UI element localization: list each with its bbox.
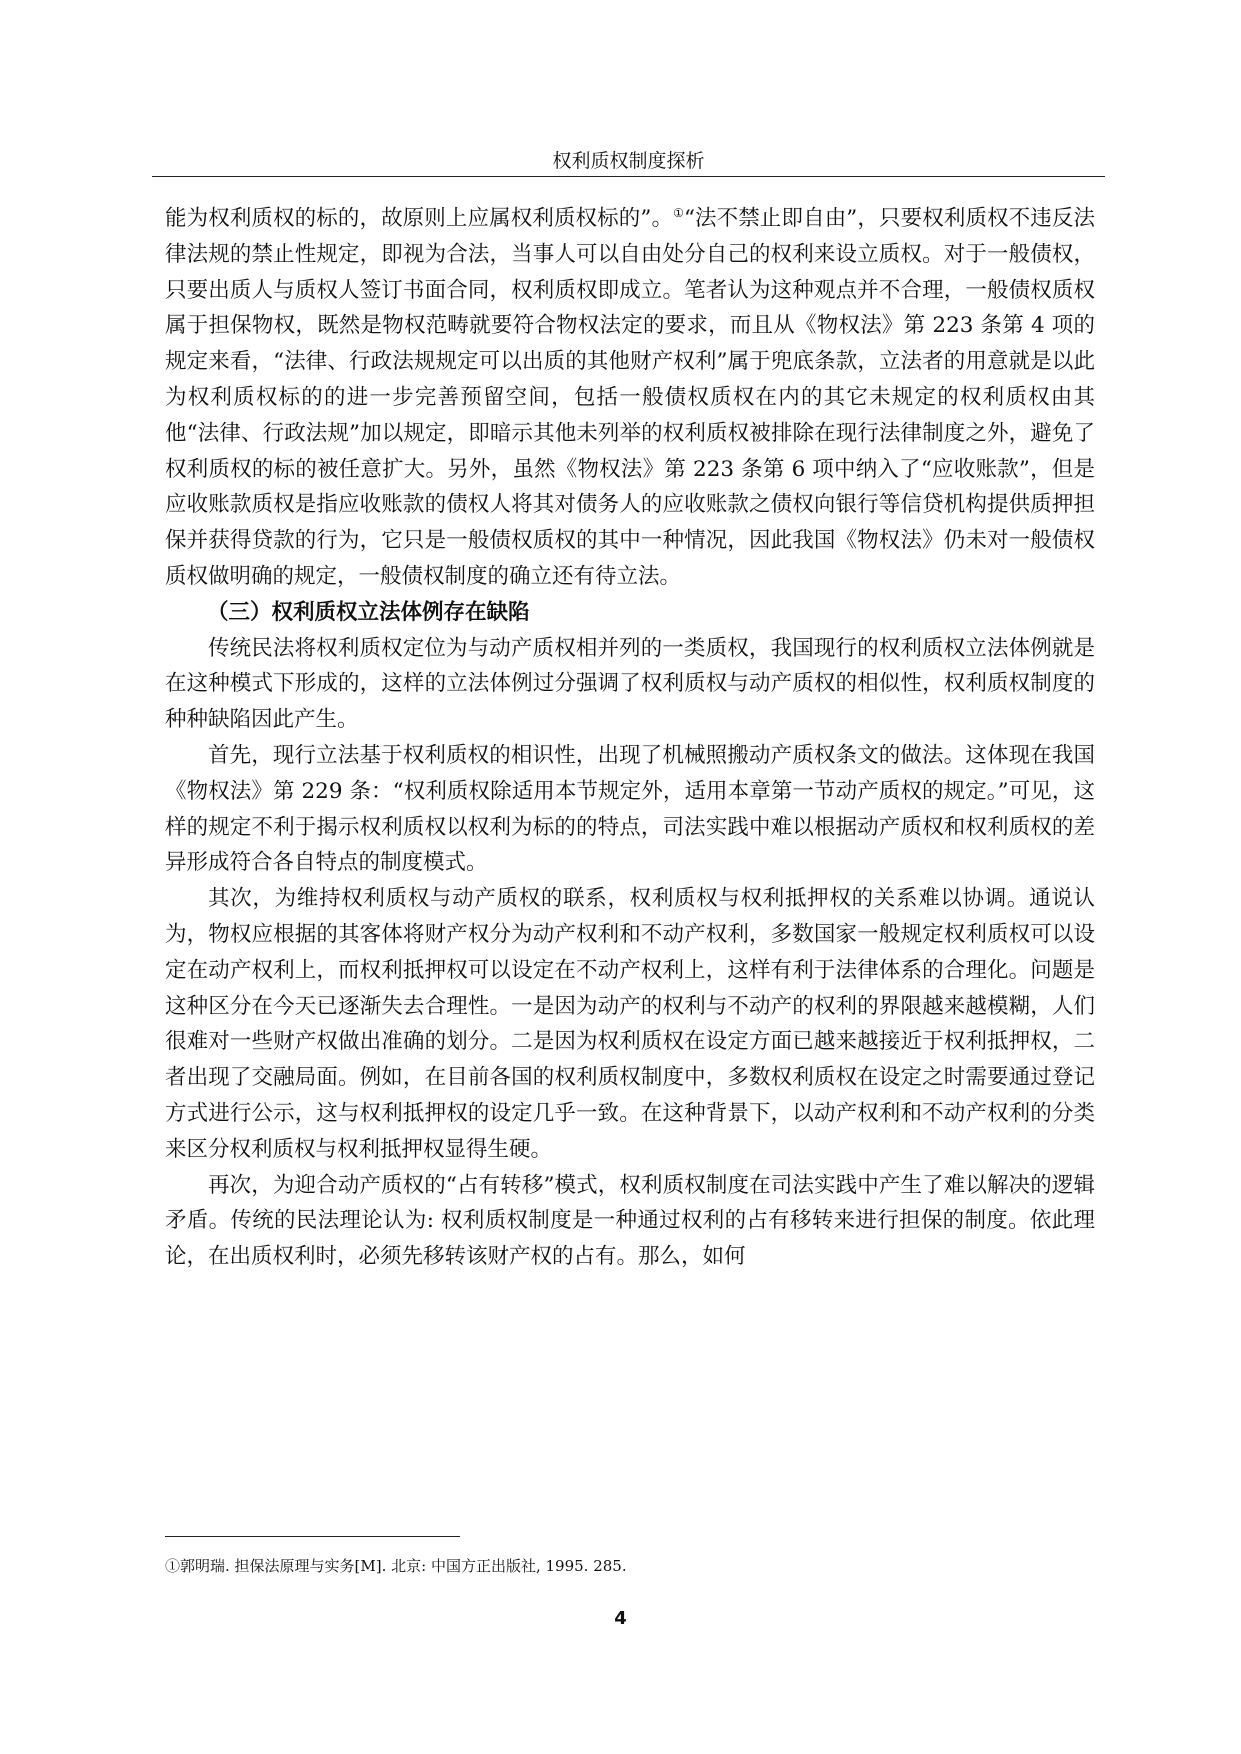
main-text — [165, 201, 1095, 1275]
paragraph-1-part-b: “法不禁止即自由”，只要权利质权不违反法律法规的禁止性规定，即视为合法，当事人可以自由处分自己的权利来设立质权。对于一般债权，只要出质人与质权人签订书面合同，权利质权即成立。笔者认为这种观点并不合理，一般债权质权属于担保物权，既然是物权范畴就要符合物权法定的要求，而且从《物权法》第 223 条第 4 项的规定来看，“法律、行政法规规定可以出质的其他财产权利”属于兜底条款，立法者的用意就是以此为权利质权标的的进一步完善预留空间，包括一般债权质权在内的其它未规定的权利质权由其他“法律、行政法规”加以规定，即暗示其他未列举的权利质权被排除在现行法律制度之外，避免了权利质权的标的被任意扩大。另外，虽然《物权法》第 223 条第 6 项中纳入了“应收账款”，但是应收账款质权是指应收账款的债权人将其对债务人的应收账款之债权向银行等信贷机构提供质押担保并获得贷款的行为，它只是一般债权质权的其中一种情况，因此我国《物权法》仍未对一般债权质权做明确的规定，一般债权制度的确立还有待立法。 — [165, 206, 1095, 589]
paragraph-3: 首先，现行立法基于权利质权的相识性，出现了机械照搬动产质权条文的做法。这体现在我国《物权法》第 229 条：“权利质权除适用本节规定外，适用本章第一节动产质权的规定。”可见，这样的规定不利于揭示权利质权以权利为标的的特点，司法实践中难以根据动产质权和权利质权的差异形成符合各自特点的制度模式。 — [165, 742, 1095, 876]
paragraph-5: 再次，为迎合动产质权的“占有转移”模式，权利质权制度在司法实践中产生了难以解决的逻辑矛盾。传统的民法理论认为: 权利质权制度是一种通过权利的占有移转来进行担保的制度。依此理论，在出质权利时，必须先移转该财产权的占有。那么，如何 — [165, 1172, 1095, 1270]
footnote-reference-mark[interactable]: ① — [673, 205, 684, 220]
running-header — [152, 146, 1105, 176]
section-heading: （三）权利质权立法体例存在缺陷 — [207, 599, 530, 625]
header-rule — [152, 176, 1105, 177]
footnote: ①郭明瑞. 担保法原理与实务[M]. 北京: 中国方正出版社, 1995. 285. — [165, 1557, 627, 1575]
page-number: 4 — [614, 1608, 627, 1629]
footnote-rule — [165, 1536, 460, 1537]
running-header-title: 权利质权制度探析 — [552, 150, 705, 172]
paragraph-1-part-a: 能为权利质权的标的，故原则上应属权利质权标的”。 — [165, 206, 674, 231]
paragraph-2: 传统民法将权利质权定位为与动产质权相并列的一类质权，我国现行的权利质权立法体例就是在这种模式下形成的，这样的立法体例过分强调了权利质权与动产质权的相似性，权利质权制度的种种缺陷因此产生。 — [165, 635, 1095, 733]
paragraph-4: 其次，为维持权利质权与动产质权的联系，权利质权与权利抵押权的关系难以协调。通说认为，物权应根据的其客体将财产权分为动产权利和不动产权利，多数国家一般规定权利质权可以设定在动产权利上，而权利抵押权可以设定在不动产权利上，这样有利于法律体系的合理化。问题是这种区分在今天已逐渐失去合理性。一是因为动产的权利与不动产的权利的界限越来越模糊，人们很难对一些财产权做出准确的划分。二是因为权利质权在设定方面已越来越接近于权利抵押权，二者出现了交融局面。例如，在目前各国的权利质权制度中，多数权利质权在设定之时需要通过登记方式进行公示，这与权利抵押权的设定几乎一致。在这种背景下，以动产权利和不动产权利的分类来区分权利质权与权利抵押权显得生硬。 — [165, 886, 1095, 1162]
paragraph-1 — [165, 201, 1095, 595]
